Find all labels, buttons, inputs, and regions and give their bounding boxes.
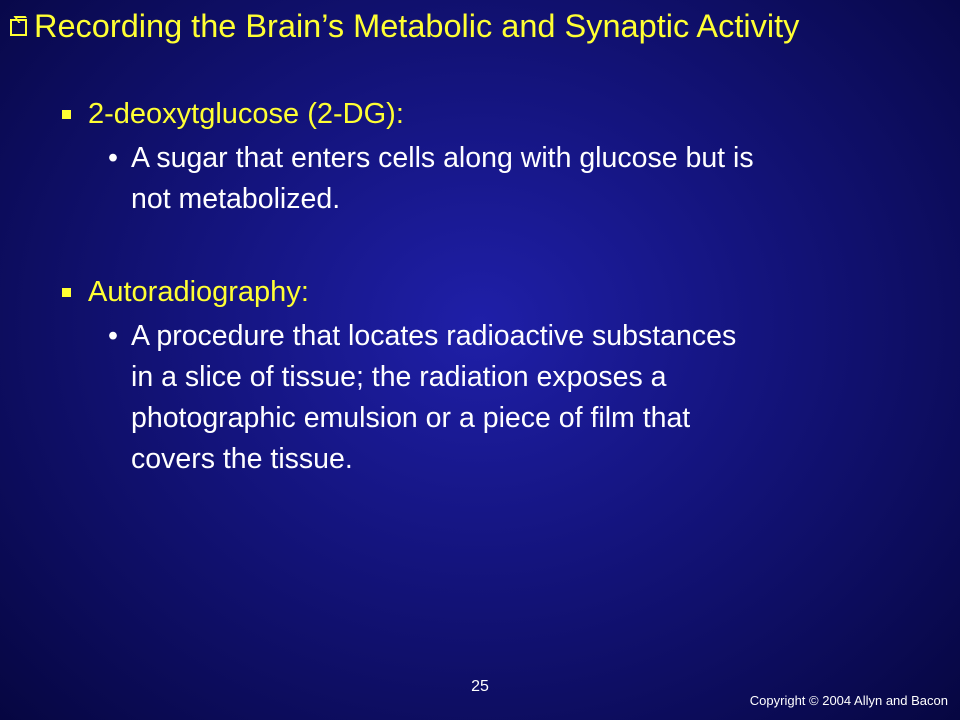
section-autoradiography — [62, 272, 952, 480]
sub-bullet-line: A procedure that locates radioactive substances — [131, 320, 737, 352]
square-bullet-icon — [62, 110, 71, 119]
section-heading-text: 2-deoxytglucose (2-DG): — [88, 97, 404, 130]
sub-bullet-line: not metabolized. — [131, 183, 341, 215]
slide-title — [6, 4, 954, 48]
section-heading — [62, 94, 952, 134]
section-heading — [62, 272, 952, 312]
copyright-notice: Copyright © 2004 Allyn and Bacon — [749, 693, 948, 708]
sub-bullet — [108, 316, 951, 480]
slide-title-text: Recording the Brain’s Metabolic and Synaptic Activity — [34, 7, 800, 44]
sub-bullet — [108, 138, 951, 220]
bullet-dot-icon: • — [108, 142, 118, 174]
section-heading-text: Autoradiography: — [88, 275, 309, 308]
bullet-dot-icon: • — [108, 320, 118, 352]
page-number: 25 — [471, 678, 489, 695]
sub-bullet-line: photographic emulsion or a piece of film that — [131, 402, 691, 434]
sub-bullet-line: in a slice of tissue; the radiation exposes a — [131, 361, 667, 393]
checkbox-bullet-icon — [10, 19, 27, 36]
sub-bullet-line: A sugar that enters cells along with glucose but is — [131, 142, 754, 174]
section-2dg — [62, 94, 952, 220]
square-bullet-icon — [62, 288, 71, 297]
sub-bullet-line: covers the tissue. — [131, 443, 353, 475]
